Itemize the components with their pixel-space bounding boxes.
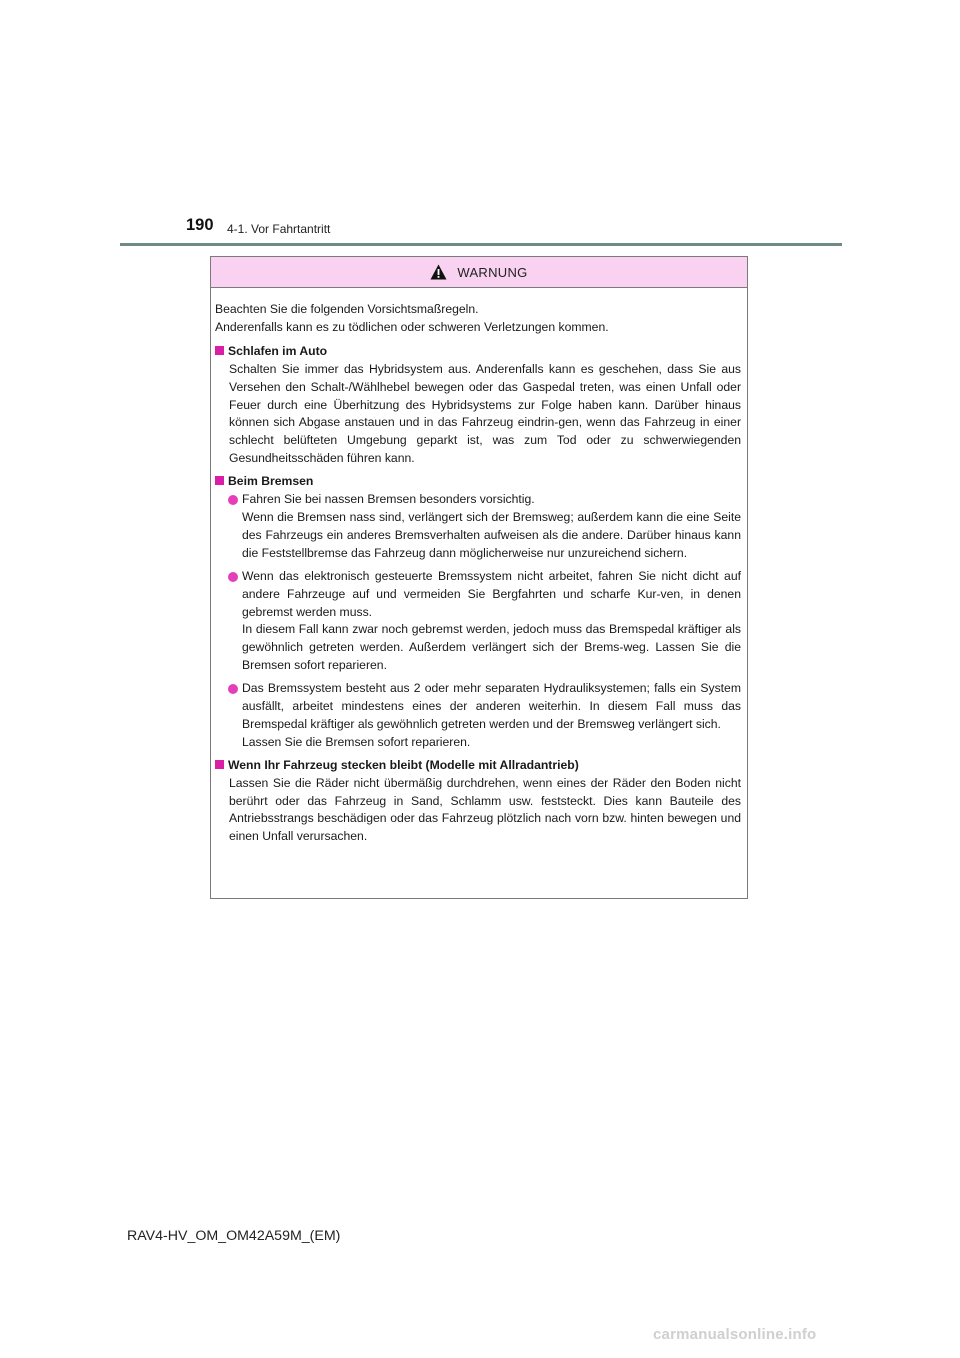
bullet-text xyxy=(242,568,741,675)
section-heading-text: Schlafen im Auto xyxy=(228,343,328,358)
list-item xyxy=(228,491,741,563)
warning-title: WARNUNG xyxy=(457,264,528,280)
section-heading xyxy=(215,757,741,775)
warning-box xyxy=(210,256,748,899)
header-rule xyxy=(120,243,842,246)
section-heading xyxy=(215,343,741,361)
section-title: 4-1. Vor Fahrtantritt xyxy=(227,222,331,236)
intro-line: Anderenfalls kann es zu tödlichen oder schweren Verletzungen kommen. xyxy=(215,319,609,334)
warning-body xyxy=(211,288,747,846)
intro-line: Beachten Sie die folgenden Vorsichtsmaßregeln. xyxy=(215,302,479,316)
bullet-line: Wenn die Bremsen nass sind, verlängert sich der Bremsweg; außerdem kann die eine Seite des Fahrzeugs ein anderes Bremsverhalten aufweisen als die andere. Darüber hinaus kann die Feststellbremse das Fahrzeug dann möglicherweise nur unzureichend sichern. xyxy=(242,509,741,560)
section-braking xyxy=(215,473,741,752)
bullet-text xyxy=(242,680,741,752)
round-bullet-icon xyxy=(228,572,238,582)
section-heading-text: Wenn Ihr Fahrzeug stecken bleibt (Modelle mit Allradantrieb) xyxy=(228,757,579,772)
section-sleeping xyxy=(215,343,741,468)
bullet-line: Das Bremssystem besteht aus 2 oder mehr separaten Hydrauliksystemen; falls ein System ausfällt, arbeitet mindestens eines der anderen weiterhin. In diesem Fall muss das Bremspedal kräftiger als gewöhnlich getreten werden und der Bremsweg verlängert sich. xyxy=(242,681,741,731)
bullet-line: In diesem Fall kann zwar noch gebremst werden, jedoch muss das Bremspedal kräftiger als gewöhnlich getreten werden. Außerdem verlängert sich der Brems-weg. Lassen Sie die Bremsen sofort reparieren. xyxy=(242,622,741,673)
warning-triangle-icon xyxy=(430,264,447,280)
list-item xyxy=(228,568,741,675)
bullet-text xyxy=(242,491,741,563)
square-bullet-icon xyxy=(215,760,224,769)
section-stuck xyxy=(215,757,741,847)
footer-doc-id: RAV4-HV_OM_OM42A59M_(EM) xyxy=(127,1228,341,1244)
warning-header xyxy=(211,257,747,288)
bullet-line: Fahren Sie bei nassen Bremsen besonders vorsichtig. xyxy=(242,492,535,507)
watermark-link[interactable]: carmanualsonline.info xyxy=(653,1326,817,1343)
round-bullet-icon xyxy=(228,495,238,505)
list-item xyxy=(228,680,741,752)
square-bullet-icon xyxy=(215,476,224,485)
section-heading-text: Beim Bremsen xyxy=(228,474,314,489)
round-bullet-icon xyxy=(228,684,238,694)
section-paragraph: Schalten Sie immer das Hybridsystem aus. Anderenfalls kann es geschehen, dass Sie aus Versehen den Schalt-/Wählhebel bewegen oder das Gaspedal treten, was einen Unfall oder Feuer durch eine Überhitzung des Hybridsystems zur Folge haben kann. Darüber hinaus können sich Abgase anstauen und in das Fahrzeug eindrin-gen, wenn das Fahrzeug in einer schlecht belüfteten Umgebung geparkt ist, was zum Tod oder zu schwerwiegenden Gesundheitsschäden führen kann. xyxy=(229,361,741,466)
square-bullet-icon xyxy=(215,346,224,355)
page-number: 190 xyxy=(186,216,214,234)
bullet-line: Lassen Sie die Bremsen sofort reparieren. xyxy=(242,734,471,749)
section-paragraph: Lassen Sie die Räder nicht übermäßig durchdrehen, wenn eines der Räder den Boden nicht berührt oder das Fahrzeug in Sand, Schlamm usw. feststeckt. Dies kann Bauteile des Antriebsstrangs beschädigen oder das Fahrzeug plötzlich nach vorn bzw. hinten bewegen und einen Unfall verursachen. xyxy=(229,775,741,844)
bullet-line: Wenn das elektronisch gesteuerte Bremssystem nicht arbeitet, fahren Sie nicht dicht auf andere Fahrzeuge auf und vermeiden Sie Bergfahrten und scharfe Kur-ven, in denen gebremst werden muss. xyxy=(242,568,741,619)
section-heading xyxy=(215,473,741,491)
